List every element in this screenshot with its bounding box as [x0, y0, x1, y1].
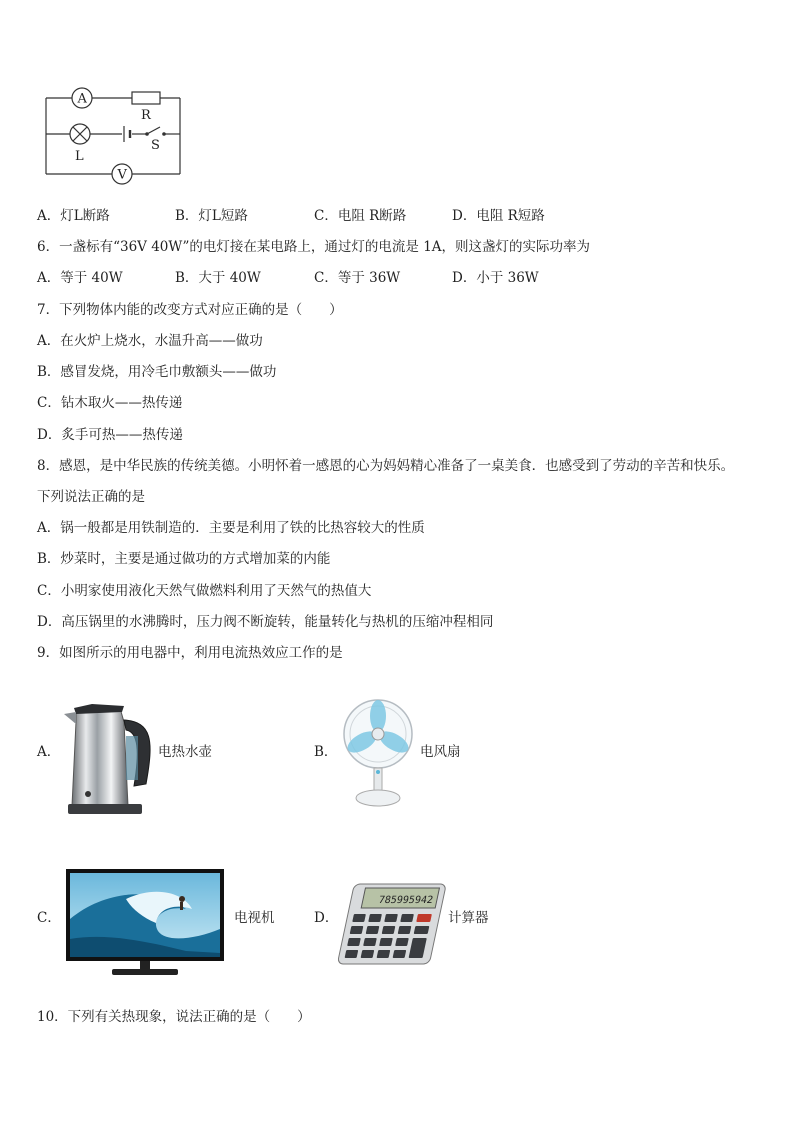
q7-option-c: C．钻木取火——热传递 — [37, 395, 183, 411]
circuit-diagram — [40, 86, 190, 188]
electric-kettle-image — [62, 700, 156, 818]
q8-option-b: B．炒菜时，主要是通过做功的方式增加菜的内能 — [37, 551, 331, 567]
q6-stem: 6．一盏标有“36V 40W”的电灯接在某电路上，通过灯的电流是 1A，则这盏灯的实际功率为 — [37, 239, 591, 255]
q8-stem-line1: 8．感恩，是中华民族的传统美德。小明怀着一感恩的心为妈妈精心准备了一桌美食．也感受到了劳动的辛苦和快乐。 — [37, 458, 735, 474]
electric-fan-image — [340, 694, 418, 810]
resistor-label: R — [141, 108, 151, 123]
lamp-label: L — [75, 149, 84, 164]
q8-option-a: A．锅一般都是用铁制造的．主要是利用了铁的比热容较大的性质 — [37, 520, 425, 536]
q9-option-d-caption: 计算器 — [448, 910, 489, 926]
switch-label: S — [151, 138, 160, 153]
television-image — [66, 869, 224, 977]
q7-stem: 7．下列物体内能的改变方式对应正确的是（ ） — [37, 302, 343, 318]
voltmeter-label: V — [117, 167, 127, 183]
q8-option-d: D．高压锅里的水沸腾时，压力阀不断旋转，能量转化与热机的压缩冲程相同 — [37, 614, 494, 630]
q6-option-d: D．小于 36W — [452, 270, 539, 286]
q6-option-b: B．大于 40W — [175, 270, 261, 286]
q6-option-a: A．等于 40W — [37, 270, 123, 286]
q9-option-d-letter: D． — [314, 910, 339, 926]
q9-option-b-caption: 电风扇 — [420, 744, 461, 760]
q5-option-b: B．灯L短路 — [175, 208, 248, 224]
q8-stem-line2: 下列说法正确的是 — [37, 489, 145, 505]
calculator-image — [338, 876, 446, 968]
q7-option-b: B．感冒发烧，用冷毛巾敷额头——做功 — [37, 364, 277, 380]
q5-option-c: C．电阻 R断路 — [314, 208, 407, 224]
q7-option-a: A．在火炉上烧水，水温升高——做功 — [37, 333, 263, 349]
q5-option-a: A．灯L断路 — [37, 208, 110, 224]
q9-stem: 9．如图所示的用电器中，利用电流热效应工作的是 — [37, 645, 343, 661]
calculator-display: 785995942 — [377, 895, 434, 906]
q8-option-c: C．小明家使用液化天然气做燃料利用了天然气的热值大 — [37, 583, 372, 599]
q9-option-a-letter: A． — [37, 744, 61, 760]
q5-option-d: D．电阻 R短路 — [452, 208, 545, 224]
ammeter-label: A — [77, 91, 87, 107]
q9-option-b-letter: B． — [314, 744, 338, 760]
q9-option-c-caption: 电视机 — [234, 910, 275, 926]
q6-option-c: C．等于 36W — [314, 270, 401, 286]
q9-option-c-letter: C． — [37, 910, 61, 926]
q9-option-a-caption: 电热水壶 — [158, 744, 212, 760]
q10-stem: 10．下列有关热现象，说法正确的是（ ） — [37, 1009, 311, 1025]
q7-option-d: D．炙手可热——热传递 — [37, 427, 183, 443]
